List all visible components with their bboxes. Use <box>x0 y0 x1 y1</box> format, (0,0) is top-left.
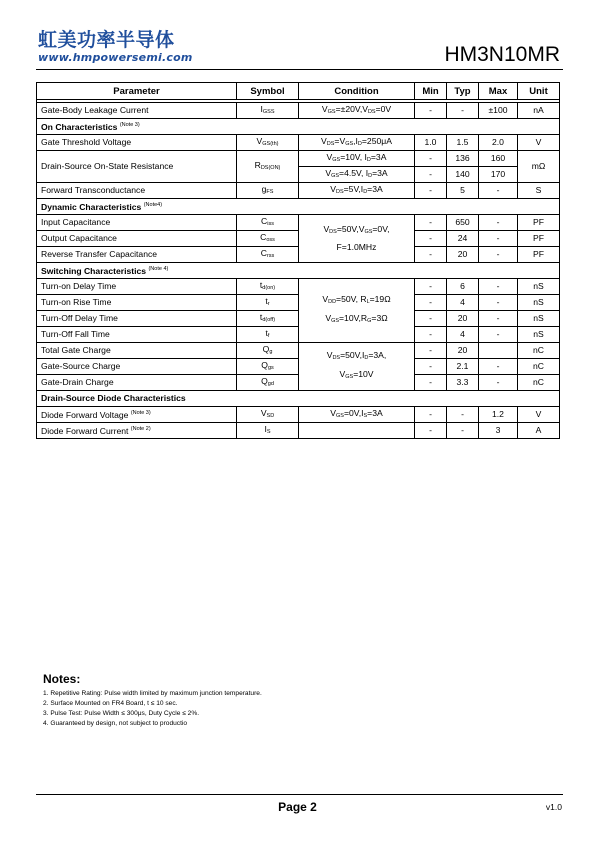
column-header: Min <box>415 83 447 100</box>
table-row <box>37 151 560 167</box>
header-divider <box>36 69 563 70</box>
note-item: 2. Surface Mounted on FR4 Board, t ≤ 10 sec. <box>43 700 178 707</box>
table-row <box>37 183 560 199</box>
version-label: v1.0 <box>545 802 562 812</box>
unit-cell: V <box>518 407 560 423</box>
table-row <box>37 247 560 263</box>
max-cell: - <box>479 311 518 327</box>
symbol-cell: $I_{GSS}$ <box>237 103 299 119</box>
table-row <box>37 311 560 327</box>
table-row <box>37 215 560 231</box>
max-cell: - <box>479 327 518 343</box>
param-cell: Turn-Off Delay Time <box>37 311 237 327</box>
unit-cell: nC <box>518 359 560 375</box>
min-cell: - <box>415 167 447 183</box>
column-header: Condition <box>299 83 415 100</box>
min-cell: 1.0 <box>415 135 447 151</box>
column-header: Symbol <box>237 83 299 100</box>
typ-cell: 4 <box>447 327 479 343</box>
notes-title: Notes: <box>43 672 81 686</box>
param-cell: Turn-Off Fall Time <box>37 327 237 343</box>
table-row <box>37 279 560 295</box>
unit-cell: nS <box>518 311 560 327</box>
symbol-cell: $Q_g$ <box>237 343 299 359</box>
typ-cell: 1.5 <box>447 135 479 151</box>
symbol-cell: $V_{SD}$ <box>237 407 299 423</box>
param-cell: Forward Transconductance <box>37 183 237 199</box>
min-cell: - <box>415 215 447 231</box>
typ-cell: 20 <box>447 311 479 327</box>
typ-cell: - <box>447 103 479 119</box>
condition-cell: $V_{GS}=10V$, $I_D=3A$ <box>299 151 415 167</box>
symbol-cell: $C_{rss}$ <box>237 247 299 263</box>
typ-cell: - <box>447 407 479 423</box>
notes-section <box>43 672 262 729</box>
typ-cell: 24 <box>447 231 479 247</box>
condition-cell: $V_{DS}=V_{GS},I_D=250\mu A$ <box>299 135 415 151</box>
unit-cell: PF <box>518 215 560 231</box>
min-cell: - <box>415 327 447 343</box>
max-cell: 160 <box>479 151 518 167</box>
symbol-cell: $Q_{gs}$ <box>237 359 299 375</box>
note-item: 3. Pulse Test: Pulse Width ≤ 300μs, Duty Cycle ≤ 2%. <box>43 710 200 717</box>
column-header: Unit <box>518 83 560 100</box>
condition-cell: $V_{DS}=50V,V_{GS}=0V$, F=1.0MHz <box>299 215 415 263</box>
table-row <box>37 343 560 359</box>
unit-cell: nC <box>518 343 560 359</box>
section-row <box>37 263 560 279</box>
page-number: Page 2 <box>278 800 317 814</box>
unit-cell: PF <box>518 231 560 247</box>
section-row <box>37 391 560 407</box>
note-item: 1. Repetitive Rating: Pulse width limited by maximum junction temperature. <box>43 690 262 697</box>
footer-divider <box>36 794 563 795</box>
max-cell: - <box>479 183 518 199</box>
company-logo <box>38 30 193 64</box>
condition-cell: $V_{DS}=5V,I_D=3A$ <box>299 183 415 199</box>
param-cell: Gate-Source Charge <box>37 359 237 375</box>
symbol-cell: $V_{GS(th)}$ <box>237 135 299 151</box>
column-header: Max <box>479 83 518 100</box>
min-cell: - <box>415 359 447 375</box>
section-title: On Characteristics $^{(Note 3)}$ <box>37 119 560 135</box>
symbol-cell: $Q_{gd}$ <box>237 375 299 391</box>
min-cell: - <box>415 311 447 327</box>
symbol-cell: $g_{FS}$ <box>237 183 299 199</box>
max-cell: 1.2 <box>479 407 518 423</box>
section-title: Switching Characteristics $^{(Note 4)}$ <box>37 263 560 279</box>
param-cell: Total Gate Charge <box>37 343 237 359</box>
max-cell: - <box>479 215 518 231</box>
company-url: www.hmpowersemi.com <box>38 51 193 64</box>
section-title: Dynamic Characteristics $^{(Note4)}$ <box>37 199 560 215</box>
max-cell: ±100 <box>479 103 518 119</box>
min-cell: - <box>415 151 447 167</box>
unit-cell: S <box>518 183 560 199</box>
min-cell: - <box>415 375 447 391</box>
min-cell: - <box>415 295 447 311</box>
symbol-cell: $t_{d(off)}$ <box>237 311 299 327</box>
section-title: Drain-Source Diode Characteristics <box>37 391 560 407</box>
max-cell: - <box>479 375 518 391</box>
table-row <box>37 295 560 311</box>
section-row <box>37 199 560 215</box>
condition-cell: $V_{DS}=50V,I_D=3A$, $V_{GS}=10V$ <box>299 343 415 391</box>
typ-cell: 5 <box>447 183 479 199</box>
max-cell: 3 <box>479 423 518 439</box>
max-cell: - <box>479 295 518 311</box>
min-cell: - <box>415 183 447 199</box>
typ-cell: - <box>447 423 479 439</box>
typ-cell: 6 <box>447 279 479 295</box>
table-row <box>37 423 560 439</box>
note-item: 4. Guaranteed by design, not subject to productio <box>43 720 188 727</box>
param-cell: Reverse Transfer Capacitance <box>37 247 237 263</box>
min-cell: - <box>415 103 447 119</box>
table-row <box>37 135 560 151</box>
unit-cell: nA <box>518 103 560 119</box>
symbol-cell: $t_r$ <box>237 295 299 311</box>
unit-cell: nS <box>518 279 560 295</box>
column-header: Parameter <box>37 83 237 100</box>
symbol-cell: $C_{oss}$ <box>237 231 299 247</box>
param-cell: Turn-on Rise Time <box>37 295 237 311</box>
symbol-cell: $R_{DS(ON)}$ <box>237 151 299 183</box>
param-cell: Turn-on Delay Time <box>37 279 237 295</box>
param-cell: Input Capacitance <box>37 215 237 231</box>
min-cell: - <box>415 279 447 295</box>
symbol-cell: $t_{d(on)}$ <box>237 279 299 295</box>
condition-cell: $V_{GS}=0V,I_S=3A$ <box>299 407 415 423</box>
electrical-characteristics-table <box>36 82 560 439</box>
max-cell: 170 <box>479 167 518 183</box>
min-cell: - <box>415 231 447 247</box>
min-cell: - <box>415 247 447 263</box>
param-cell: Output Capacitance <box>37 231 237 247</box>
unit-cell: nS <box>518 327 560 343</box>
company-name-cn: 虹美功率半导体 <box>38 29 175 51</box>
param-cell: Drain-Source On-State Resistance <box>37 151 237 183</box>
typ-cell: 20 <box>447 343 479 359</box>
param-cell: Gate Threshold Voltage <box>37 135 237 151</box>
typ-cell: 3.3 <box>447 375 479 391</box>
unit-cell: A <box>518 423 560 439</box>
typ-cell: 2.1 <box>447 359 479 375</box>
max-cell: - <box>479 279 518 295</box>
symbol-cell: $C_{iss}$ <box>237 215 299 231</box>
table-row <box>37 231 560 247</box>
typ-cell: 140 <box>447 167 479 183</box>
condition-cell: $V_{GS}=\pm 20V,V_{DS}=0V$ <box>299 103 415 119</box>
part-number: HM3N10MR <box>444 43 560 66</box>
table-row <box>37 375 560 391</box>
table-row <box>37 327 560 343</box>
column-header: Typ <box>447 83 479 100</box>
section-row <box>37 119 560 135</box>
symbol-cell: $I_S$ <box>237 423 299 439</box>
param-cell: Gate-Drain Charge <box>37 375 237 391</box>
table-row <box>37 103 560 119</box>
unit-cell: PF <box>518 247 560 263</box>
unit-cell: nS <box>518 295 560 311</box>
max-cell <box>479 343 518 359</box>
param-cell: Diode Forward Current $^{(Note 2)}$ <box>37 423 237 439</box>
condition-cell: $V_{DD}=50V$, $R_L=19\Omega$ $V_{GS}=10V,R_G=3\Omega$ <box>299 279 415 343</box>
max-cell: - <box>479 247 518 263</box>
table-row <box>37 359 560 375</box>
condition-cell: $V_{GS}=4.5V$, $I_D=3A$ <box>299 167 415 183</box>
typ-cell: 20 <box>447 247 479 263</box>
min-cell: - <box>415 343 447 359</box>
typ-cell: 4 <box>447 295 479 311</box>
max-cell: 2.0 <box>479 135 518 151</box>
table-header-row <box>37 83 560 100</box>
condition-cell <box>299 423 415 439</box>
max-cell: - <box>479 231 518 247</box>
min-cell: - <box>415 423 447 439</box>
typ-cell: 650 <box>447 215 479 231</box>
min-cell: - <box>415 407 447 423</box>
symbol-cell: $t_f$ <box>237 327 299 343</box>
param-cell: Diode Forward Voltage $^{(Note 3)}$ <box>37 407 237 423</box>
typ-cell: 136 <box>447 151 479 167</box>
unit-cell: V <box>518 135 560 151</box>
unit-cell: nC <box>518 375 560 391</box>
table-row <box>37 407 560 423</box>
max-cell: - <box>479 359 518 375</box>
unit-cell: mΩ <box>518 151 560 183</box>
param-cell: Gate-Body Leakage Current <box>37 103 237 119</box>
